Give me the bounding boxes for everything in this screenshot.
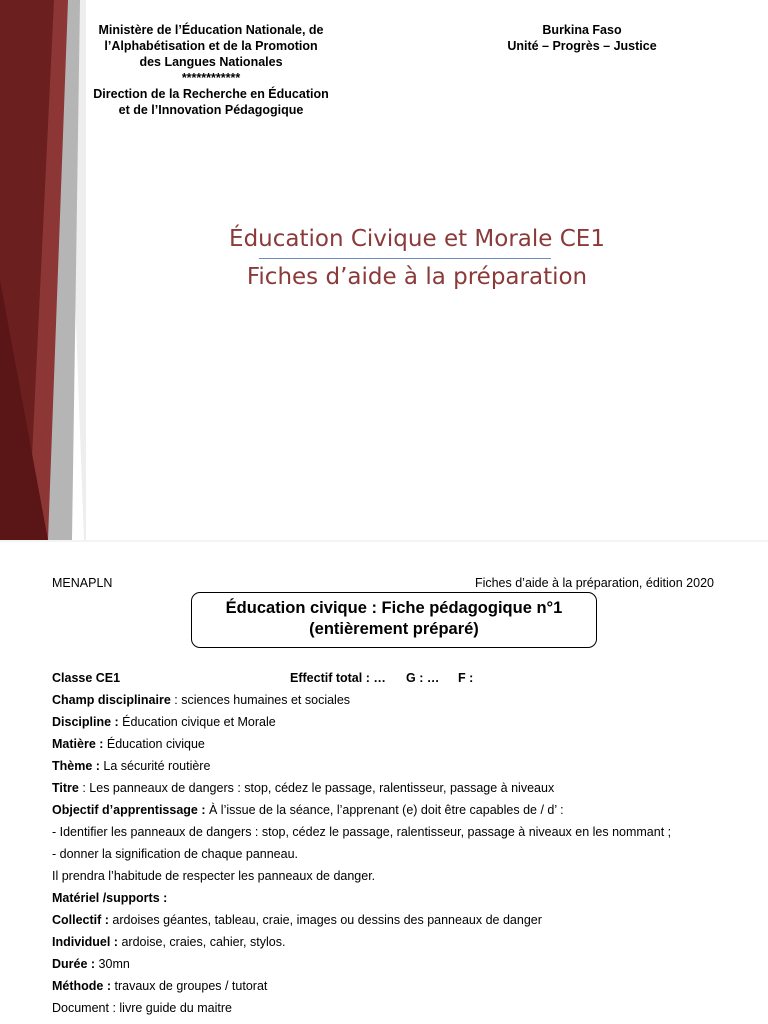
field-row bbox=[52, 935, 285, 949]
ministry-line: Direction de la Recherche en Éducation bbox=[93, 87, 329, 101]
field-row bbox=[52, 847, 298, 861]
title-underline bbox=[259, 258, 551, 259]
field-value: 30mn bbox=[95, 957, 130, 971]
field-value: ardoise, craies, cahier, stylos. bbox=[117, 935, 286, 949]
field-value: travaux de groupes / tutorat bbox=[111, 979, 268, 993]
field-row bbox=[52, 693, 350, 707]
field-value: - Identifier les panneaux de dangers : stop, cédez le passage, ralentisseur, passage à niveaux en les nommant ; bbox=[52, 825, 672, 839]
field-label: Individuel : bbox=[52, 935, 118, 949]
country-header bbox=[492, 22, 672, 54]
fiche-title: Éducation civique : Fiche pédagogique n°1 bbox=[225, 599, 563, 617]
field-row bbox=[52, 979, 267, 993]
fiche-title-box bbox=[191, 592, 597, 648]
ministry-line: et de l’Innovation Pédagogique bbox=[118, 103, 304, 117]
field-label: Durée : bbox=[52, 957, 96, 971]
field-row bbox=[52, 825, 671, 839]
g-label: G : … bbox=[406, 671, 440, 685]
ministry-line: Ministère de l’Éducation Nationale, de bbox=[98, 23, 324, 37]
field-row bbox=[52, 803, 564, 817]
field-value: - donner la signification de chaque panneau. bbox=[52, 847, 299, 861]
field-value: Éducation civique bbox=[103, 737, 205, 751]
field-row bbox=[52, 869, 375, 883]
field-row bbox=[52, 781, 554, 795]
country-name: Burkina Faso bbox=[542, 23, 622, 37]
field-row bbox=[52, 957, 130, 971]
field-row bbox=[52, 715, 276, 729]
field-label: Thème : bbox=[52, 759, 100, 773]
field-value: : sciences humaines et sociales bbox=[170, 693, 351, 707]
ministry-line: l’Alphabétisation et de la Promotion bbox=[104, 39, 318, 53]
field-label: Collectif : bbox=[52, 913, 109, 927]
field-label: Objectif d’apprentissage : bbox=[52, 803, 206, 817]
fiche-subtitle: (entièrement préparé) bbox=[309, 620, 479, 638]
field-label: Champ disciplinaire bbox=[52, 693, 171, 707]
cover-title: Éducation Civique et Morale CE1 bbox=[229, 226, 605, 252]
field-label: Matière : bbox=[52, 737, 104, 751]
ministry-header bbox=[80, 22, 342, 118]
effectif-label: Effectif total : … bbox=[290, 671, 386, 685]
field-value: La sécurité routière bbox=[99, 759, 211, 773]
field-value: Document : livre guide du maitre bbox=[52, 1001, 232, 1015]
f-label: F : bbox=[458, 671, 474, 685]
field-value: : Les panneaux de dangers : stop, cédez le passage, ralentisseur, passage à niveaux bbox=[78, 781, 555, 795]
field-row bbox=[52, 1001, 232, 1015]
field-row bbox=[52, 759, 210, 773]
country-motto: Unité – Progrès – Justice bbox=[507, 39, 657, 53]
class-label: Classe CE1 bbox=[52, 671, 121, 685]
field-label: Discipline : bbox=[52, 715, 119, 729]
cover-subtitle: Fiches d’aide à la préparation bbox=[246, 264, 588, 290]
field-row bbox=[52, 891, 167, 905]
field-label: Méthode : bbox=[52, 979, 112, 993]
field-value: ardoises géantes, tableau, craie, images ou dessins des panneaux de danger bbox=[108, 913, 542, 927]
field-label: Titre bbox=[52, 781, 79, 795]
ministry-separator: ************ bbox=[181, 71, 241, 85]
class-row bbox=[52, 671, 474, 685]
field-value: Il prendra l’habitude de respecter les panneaux de danger. bbox=[52, 869, 376, 883]
ministry-line: des Langues Nationales bbox=[139, 55, 283, 69]
field-label: Matériel /supports : bbox=[52, 891, 168, 905]
field-value: À l’issue de la séance, l’apprenant (e) doit être capables de / d’ : bbox=[205, 803, 564, 817]
page-header-right: Fiches d’aide à la préparation, édition 2020 bbox=[474, 576, 714, 590]
field-value: Éducation civique et Morale bbox=[118, 715, 276, 729]
field-row bbox=[52, 913, 542, 927]
page-separator bbox=[0, 540, 768, 542]
field-row bbox=[52, 737, 205, 751]
page-header-left: MENAPLN bbox=[52, 576, 113, 590]
